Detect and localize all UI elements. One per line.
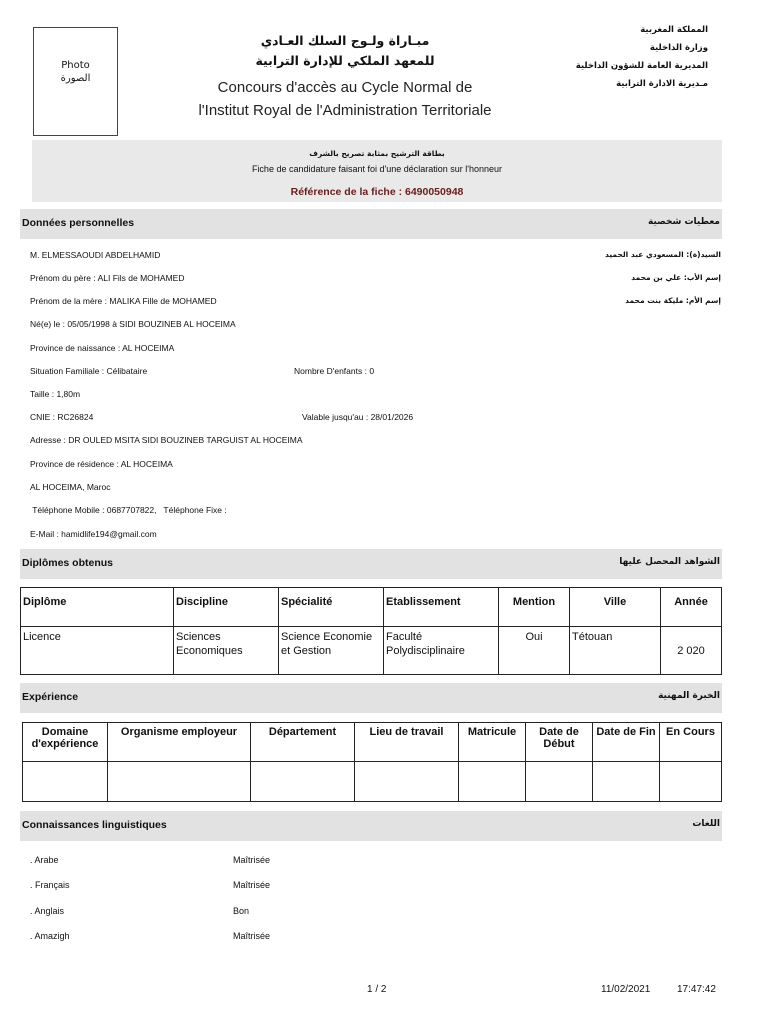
band-ar: بطاقة الترشيح بمثابة تصريح بالشرف (309, 149, 445, 158)
col-date-debut: Date de Début (526, 723, 593, 762)
empty-cell (459, 762, 526, 802)
cell-ville: Tétouan (570, 627, 661, 675)
page-number: 1 / 2 (367, 984, 387, 995)
email: E-Mail : hamidlife194@gmail.com (30, 529, 157, 539)
section-diplomas (20, 549, 722, 579)
father-name-ar: إسم الأب: علي بن محمد (631, 273, 721, 282)
col-en-cours: En Cours (660, 723, 722, 762)
cell-etablissement: Faculté Polydisciplinaire (384, 627, 499, 675)
cell-diplome: Licence (21, 627, 174, 675)
section-languages-title-ar: اللغات (692, 819, 720, 829)
cnie-validity: Valable jusqu'au : 28/01/2026 (302, 412, 414, 422)
col-annee: Année (661, 588, 722, 627)
print-date: 11/02/2021 (601, 984, 651, 995)
language-name: . Anglais (30, 906, 65, 916)
empty-cell (108, 762, 251, 802)
section-personal-title-ar: معطيات شخصية (648, 217, 720, 227)
empty-cell (251, 762, 355, 802)
photo-label: Photo (61, 60, 90, 71)
table-header-row (21, 588, 722, 627)
declaration-band (32, 140, 722, 202)
birth-info: Né(e) le : 05/05/1998 à SIDI BOUZINEB AL HOCEIMA (30, 319, 236, 329)
section-experience (20, 683, 722, 713)
mother-name-ar: إسم الأم: مليكة بنت محمد (625, 296, 721, 305)
empty-cell (355, 762, 459, 802)
empty-cell (593, 762, 660, 802)
band-fr: Fiche de candidature faisant foi d'une déclaration sur l'honneur (251, 164, 503, 174)
language-level: Maîtrisée (233, 855, 271, 865)
birth-province: Province de naissance : AL HOCEIMA (30, 343, 175, 353)
reference-number: Référence de la fiche : 6490050948 (290, 186, 464, 198)
cell-annee: 2 020 (661, 627, 722, 675)
table-header-row (23, 723, 722, 762)
cell-discipline: Sciences Economiques (174, 627, 279, 675)
title-fr-line1: Concours d'accès au Cycle Normal de (217, 79, 473, 96)
col-departement: Département (251, 723, 355, 762)
title-ar-line1: مبـاراة ولـوج السلك العـادي (260, 33, 430, 48)
mother-name: Prénom de la mère : MALIKA Fille de MOHAMED (30, 296, 217, 306)
diplomas-table (20, 587, 722, 675)
col-diplome: Diplôme (21, 588, 174, 627)
family-status: Situation Familiale : Célibataire (30, 366, 148, 376)
section-languages (20, 811, 722, 841)
table-row (21, 627, 722, 675)
language-name: . Français (30, 880, 70, 890)
kingdom-line1: المملكة المغربية (640, 25, 708, 35)
section-diplomas-title-ar: الشواهد المحصل عليها (619, 557, 720, 567)
city: AL HOCEIMA, Maroc (30, 482, 111, 492)
col-discipline: Discipline (174, 588, 279, 627)
section-personal (20, 209, 722, 239)
empty-cell (660, 762, 722, 802)
language-name: . Amazigh (30, 931, 70, 941)
section-personal-title: Données personnelles (22, 217, 135, 229)
col-domaine: Domaine d'expérience (23, 723, 108, 762)
residence-province: Province de résidence : AL HOCEIMA (30, 459, 173, 469)
kingdom-line2: وزارة الداخلية (649, 43, 708, 53)
candidate-name-ar: السيد(ة): المسعودي عبد الحميد (605, 250, 721, 259)
photo-placeholder (33, 27, 118, 136)
col-lieu: Lieu de travail (355, 723, 459, 762)
photo-label-ar: الصورة (60, 73, 91, 84)
col-etablissement: Etablissement (384, 588, 499, 627)
kingdom-line4: مـديرية الادارة الترابية (616, 79, 708, 89)
title-fr-line2: l'Institut Royal de l'Administration Territoriale (198, 102, 492, 119)
section-diplomas-title: Diplômes obtenus (22, 557, 114, 569)
section-languages-title: Connaissances linguistiques (22, 819, 167, 831)
print-time: 17:47:42 (677, 984, 716, 995)
children-count: Nombre D'enfants : 0 (294, 366, 375, 376)
height: Taille : 1,80m (30, 389, 81, 399)
empty-cell (23, 762, 108, 802)
address: Adresse : DR OULED MSITA SIDI BOUZINEB TARGUIST AL HOCEIMA (30, 435, 303, 445)
cell-mention: Oui (499, 627, 570, 675)
col-ville: Ville (570, 588, 661, 627)
section-experience-title-ar: الخبرة المهنية (658, 691, 720, 701)
language-level: Bon (233, 906, 250, 916)
kingdom-line3: المديرية العامة للشؤون الداخلية (575, 61, 708, 71)
title-ar-line2: للمعهد الملكي للإدارة الترابية (255, 53, 435, 68)
candidate-name: M. ELMESSAOUDI ABDELHAMID (30, 250, 161, 260)
language-level: Maîtrisée (233, 931, 271, 941)
col-mention: Mention (499, 588, 570, 627)
col-specialite: Spécialité (279, 588, 384, 627)
section-experience-title: Expérience (22, 691, 79, 703)
cnie: CNIE : RC26824 (30, 412, 94, 422)
table-row (23, 762, 722, 802)
empty-cell (526, 762, 593, 802)
cell-specialite: Science Economie et Gestion (279, 627, 384, 675)
col-date-fin: Date de Fin (593, 723, 660, 762)
col-matricule: Matricule (459, 723, 526, 762)
language-level: Maîtrisée (233, 880, 271, 890)
father-name: Prénom du père : ALI Fils de MOHAMED (30, 273, 185, 283)
col-organisme: Organisme employeur (108, 723, 251, 762)
language-name: . Arabe (30, 855, 59, 865)
phone: Téléphone Mobile : 0687707822, Téléphone Fixe : (30, 505, 227, 515)
experience-table (22, 722, 722, 802)
